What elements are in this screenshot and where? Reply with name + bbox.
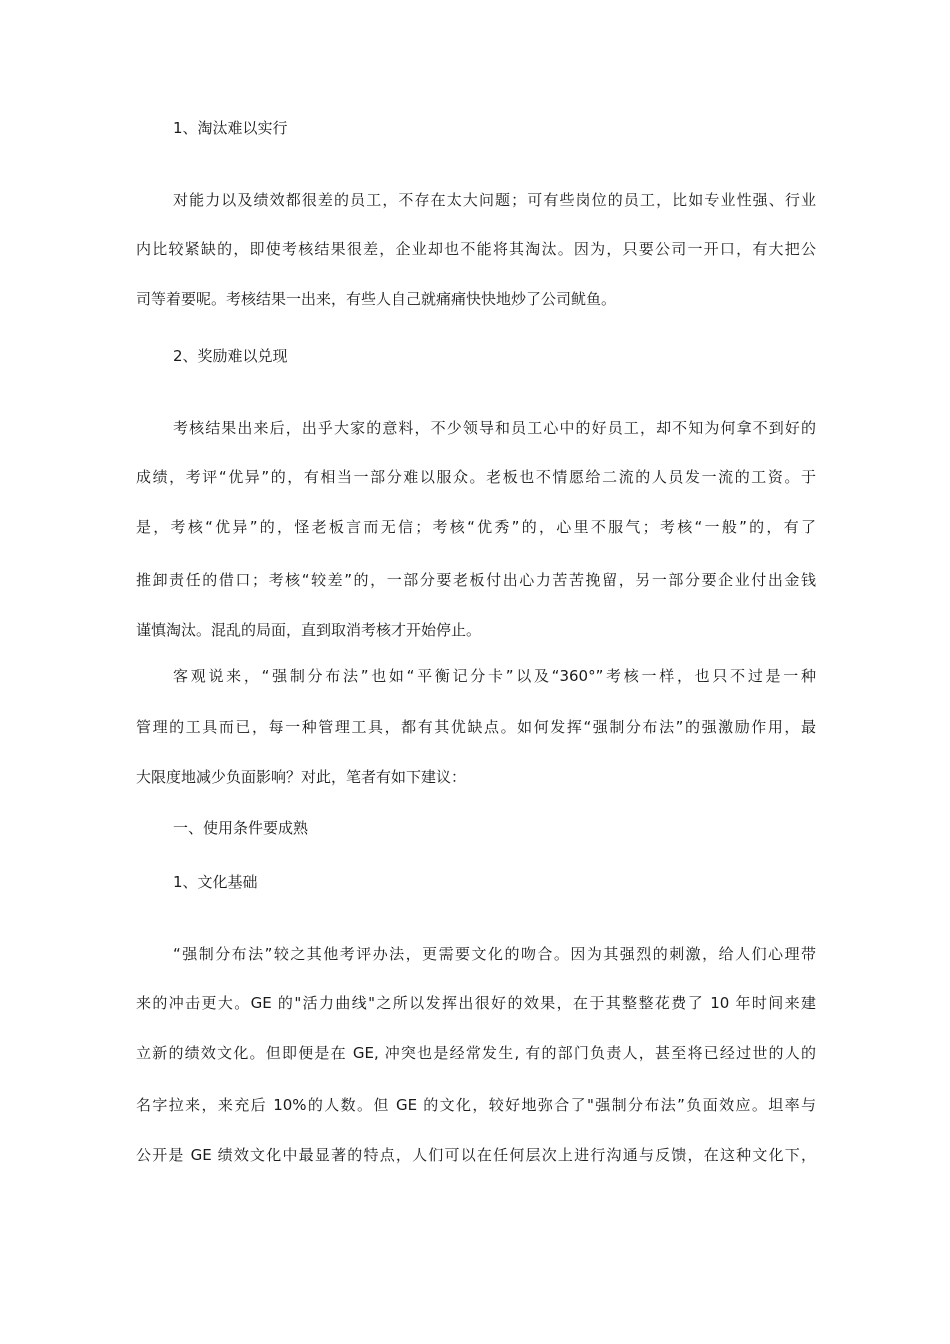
paragraph-line: 考核结果出来后，出乎大家的意料，不少领导和员工心中的好员工，却不知为何拿不到好的 <box>173 419 816 437</box>
paragraph-line: 是，考核“优异”的，怪老板言而无信；考核“优秀”的，心里不服气；考核“一般”的，有了 <box>136 518 816 536</box>
paragraph-line: 成绩，考评“优异”的，有相当一部分难以服众。老板也不情愿给二流的人员发一流的工资。于 <box>136 468 816 486</box>
paragraph-line: 管理的工具而已，每一种管理工具，都有其优缺点。如何发挥“强制分布法”的强激励作用，最 <box>136 718 816 736</box>
paragraph-line: 来的冲击更大。GE 的"活力曲线"之所以发挥出很好的效果，在于其整整花费了 10 年时间来建 <box>136 994 816 1012</box>
paragraph-line: 大限度地减少负面影响？对此，笔者有如下建议： <box>136 768 467 786</box>
chapter-heading: 一、使用条件要成熟 <box>173 819 309 837</box>
subsection-heading: 1、文化基础 <box>173 873 258 891</box>
paragraph-line: 推卸责任的借口；考核“较差”的，一部分要老板付出心力苦苦挽留，另一部分要企业付出金钱 <box>136 571 816 589</box>
paragraph-line: 对能力以及绩效都很差的员工，不存在太大问题；可有些岗位的员工，比如专业性强、行业 <box>173 191 816 209</box>
paragraph-line: 司等着要呢。考核结果一出来，有些人自己就痛痛快快地炒了公司鱿鱼。 <box>136 290 617 308</box>
section-heading-reward: 2、奖励难以兑现 <box>173 347 288 365</box>
paragraph-line: 名字拉来，来充后 10%的人数。但 GE 的文化，较好地弥合了"强制分布法”负面效应。坦率与 <box>136 1096 816 1114</box>
paragraph-line: 立新的绩效文化。但即便是在 GE, 冲突也是经常发生, 有的部门负责人，甚至将已经过世的人的 <box>136 1044 816 1062</box>
paragraph-line: 公开是 GE 绩效文化中最显著的特点，人们可以在任何层次上进行沟通与反馈，在这种文化下， <box>136 1146 816 1164</box>
paragraph-line: “强制分布法”较之其他考评办法，更需要文化的吻合。因为其强烈的刺激，给人们心理带 <box>173 945 816 963</box>
paragraph-line: 谨慎淘汰。混乱的局面，直到取消考核才开始停止。 <box>136 621 482 639</box>
section-heading-elimination: 1、淘汰难以实行 <box>173 119 288 137</box>
paragraph-line: 客观说来，“强制分布法”也如“平衡记分卡”以及“360°”考核一样，也只不过是一种 <box>173 667 816 685</box>
paragraph-line: 内比较紧缺的，即使考核结果很差，企业却也不能将其淘汰。因为，只要公司一开口，有大把公 <box>136 240 816 258</box>
